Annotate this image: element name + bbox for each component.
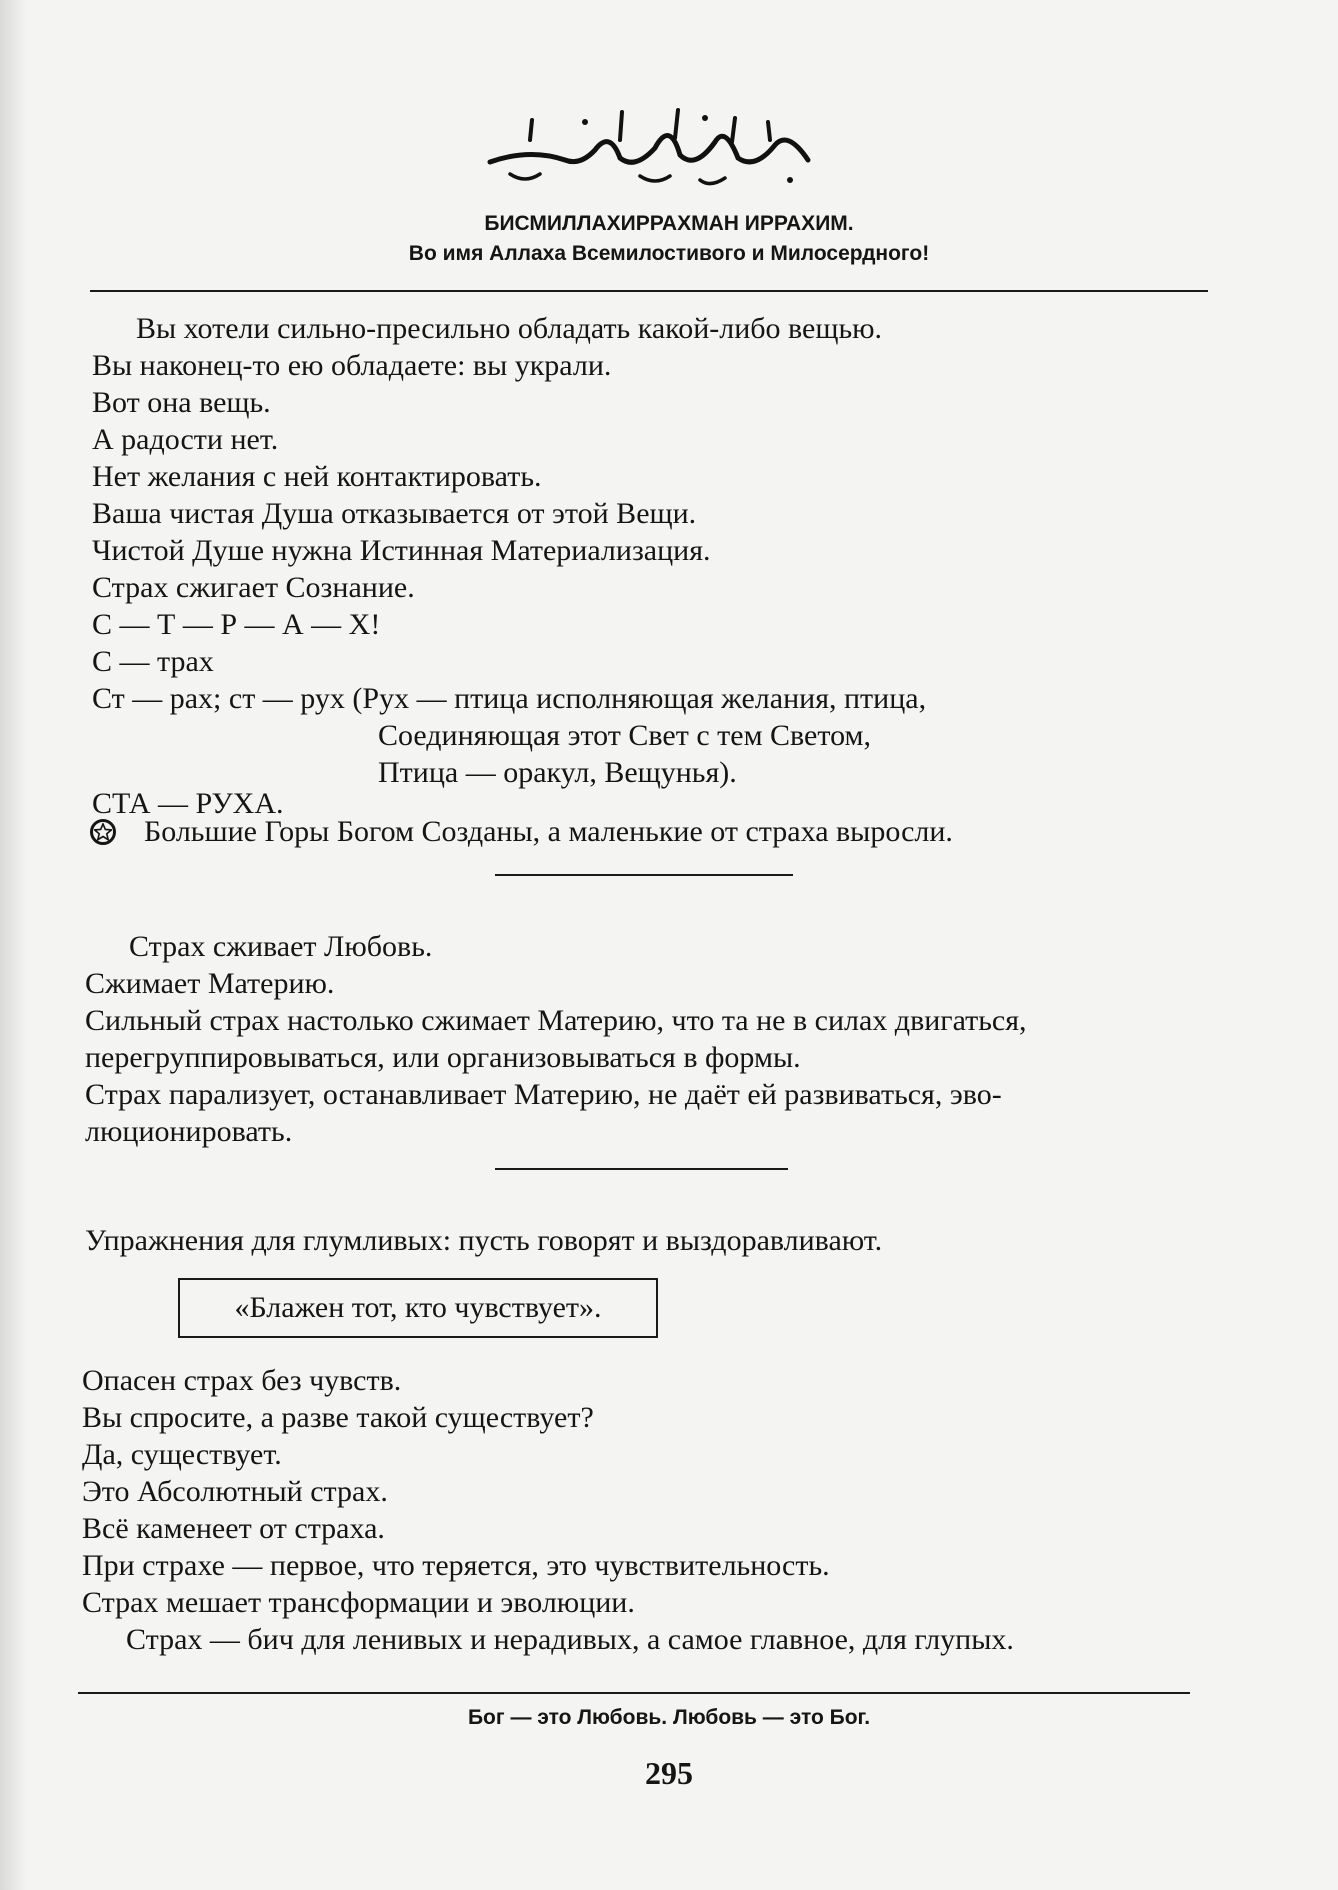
- text-line: Вы спросите, а разве такой существует?: [82, 1401, 594, 1434]
- section2-text: [85, 928, 1027, 1150]
- text-line: С — трах: [92, 645, 214, 678]
- text-line: Вы наконец-то ею обладаете: вы украли.: [92, 349, 612, 382]
- text-line: Чистой Душе нужна Истинная Материализация.: [92, 534, 711, 567]
- exercise-line: [85, 1222, 882, 1259]
- text-line: Это Абсолютный страх.: [82, 1475, 388, 1508]
- text-line: Вы хотели сильно-пресильно обладать какой-либо вещью.: [136, 312, 883, 345]
- text-line: Опасен страх без чувств.: [82, 1364, 402, 1397]
- proverb-text: Большие Горы Богом Созданы, а маленькие от страха выросли.: [144, 815, 953, 848]
- text-line: Ст — рах; ст — рух (Рух — птица исполняющая желания, птица,: [92, 682, 927, 715]
- text-line: Всё каменеет от страха.: [82, 1512, 385, 1545]
- text-line: Страх сжигает Сознание.: [92, 571, 415, 604]
- text-line: Птица — оракул, Вещунья).: [378, 756, 737, 789]
- footer-rule: [78, 1692, 1190, 1694]
- text-line: Нет желания с ней контактировать.: [92, 460, 542, 493]
- text-line: Упражнения для глумливых: пусть говорят и выздоравливают.: [85, 1224, 883, 1257]
- text-line: люционировать.: [85, 1115, 293, 1148]
- text-line: А радости нет.: [92, 423, 279, 456]
- footer-motto: Бог — это Любовь. Любовь — это Бог.: [467, 1706, 871, 1729]
- section1-text: [92, 310, 926, 717]
- page-number: 295: [645, 1755, 693, 1791]
- bismillah-calligraphy: [470, 100, 830, 190]
- star-icon: [90, 819, 116, 845]
- text-line: перегруппировываться, или организовываться в формы.: [85, 1041, 801, 1074]
- section-divider: [495, 1168, 788, 1170]
- section-divider: [495, 874, 793, 876]
- ruh-continuation: [378, 717, 871, 791]
- section3-text: [82, 1362, 1014, 1658]
- header-title: БИСМИЛЛАХИРРАХМАН ИРРАХИМ.: [484, 212, 854, 235]
- text-line: Страх парализует, останавливает Материю, не даёт ей развиваться, эво-: [85, 1078, 1002, 1111]
- header-subtitle: Во имя Аллаха Всемилостивого и Милосердного!: [408, 242, 930, 265]
- text-line: С — Т — Р — А — Х!: [92, 608, 381, 641]
- text-line: СТА — РУХА.: [92, 787, 284, 820]
- text-line: При страхе — первое, что теряется, это чувствительность.: [82, 1549, 830, 1582]
- text-line: Вот она вещь.: [92, 386, 271, 419]
- page-edge-shadow: [0, 0, 26, 1890]
- quote-box: [178, 1278, 658, 1338]
- header-rule: [90, 290, 1208, 292]
- text-line: Соединяющая этот Свет с тем Светом,: [378, 719, 871, 752]
- proverb-line: [90, 815, 953, 849]
- text-line: Сжимает Материю.: [85, 967, 335, 1000]
- text-line: Страх сживает Любовь.: [129, 930, 433, 963]
- text-line: Страх — бич для ленивых и нерадивых, а самое главное, для глупых.: [126, 1623, 1014, 1656]
- text-line: Ваша чистая Душа отказывается от этой Вещи.: [92, 497, 697, 530]
- text-line: Да, существует.: [82, 1438, 282, 1471]
- quote-text: «Блажен тот, кто чувствует».: [234, 1291, 602, 1324]
- text-line: Сильный страх настолько сжимает Материю, что та не в силах двигаться,: [85, 1004, 1027, 1037]
- text-line: Страх мешает трансформации и эволюции.: [82, 1586, 635, 1619]
